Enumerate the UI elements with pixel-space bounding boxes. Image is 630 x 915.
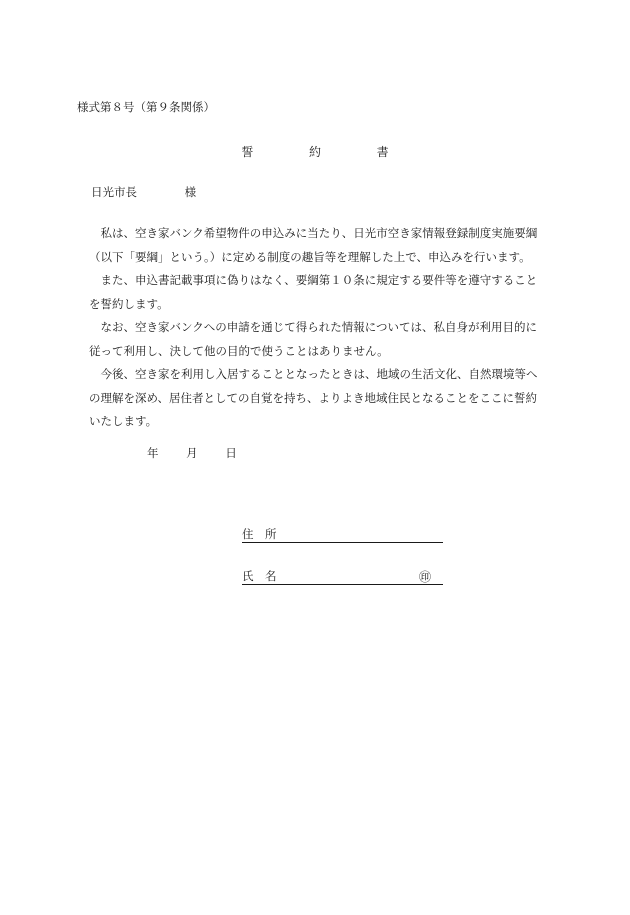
date-line — [147, 445, 237, 461]
addressee-name: 日光市長 — [91, 185, 137, 199]
name-label: 氏 名 — [242, 569, 277, 583]
date-month-label: 月 — [186, 446, 198, 460]
paragraph-line: いたします。 — [89, 414, 158, 428]
addressee-honorific: 様 — [184, 185, 197, 199]
name-field[interactable] — [242, 568, 443, 585]
paragraph-line: の理解を深め、居住者としての自覚を持ち、よりよき地域住民となることをここに誓約 — [89, 390, 538, 405]
title-char-1: 誓 — [241, 145, 254, 159]
address-field[interactable] — [242, 526, 443, 543]
title-char-2: 約 — [308, 145, 321, 159]
paragraph-3 — [89, 316, 549, 363]
paragraph-line: （以下「要綱」という。）に定める制度の趣旨等を理解した上で、申込みを行います。 — [89, 249, 531, 264]
title-char-3: 書 — [376, 145, 389, 159]
address-label: 住 所 — [242, 527, 277, 541]
paragraph-line: を誓約します。 — [89, 296, 169, 311]
pledge-body — [89, 222, 549, 434]
seal-mark-icon: ㊞ — [418, 570, 431, 584]
paragraph-4 — [89, 363, 549, 434]
paragraph-1 — [89, 222, 549, 269]
paragraph-line: また、申込書記載事項に偽りはなく、要綱第１０条に規定する要件等を遵守すること — [100, 273, 538, 287]
document-title — [0, 143, 630, 160]
paragraph-line: 今後、空き家を利用し入居することとなったときは、地域の生活文化、自然環境等へ — [100, 367, 538, 381]
date-year-label: 年 — [147, 446, 159, 460]
addressee — [91, 184, 196, 200]
paragraph-line: 従って利用し、決して他の目的で使うことはありません。 — [89, 343, 389, 358]
date-day-label: 日 — [225, 446, 237, 460]
paragraph-line: 私は、空き家バンク希望物件の申込みに当たり、日光市空き家情報登録制度実施要綱 — [100, 226, 538, 240]
paragraph-line: なお、空き家バンクへの申請を通じて得られた情報については、私自身が利用目的に — [100, 320, 538, 334]
paragraph-2 — [89, 269, 549, 316]
form-number: 様式第８号（第９条関係） — [77, 100, 215, 114]
